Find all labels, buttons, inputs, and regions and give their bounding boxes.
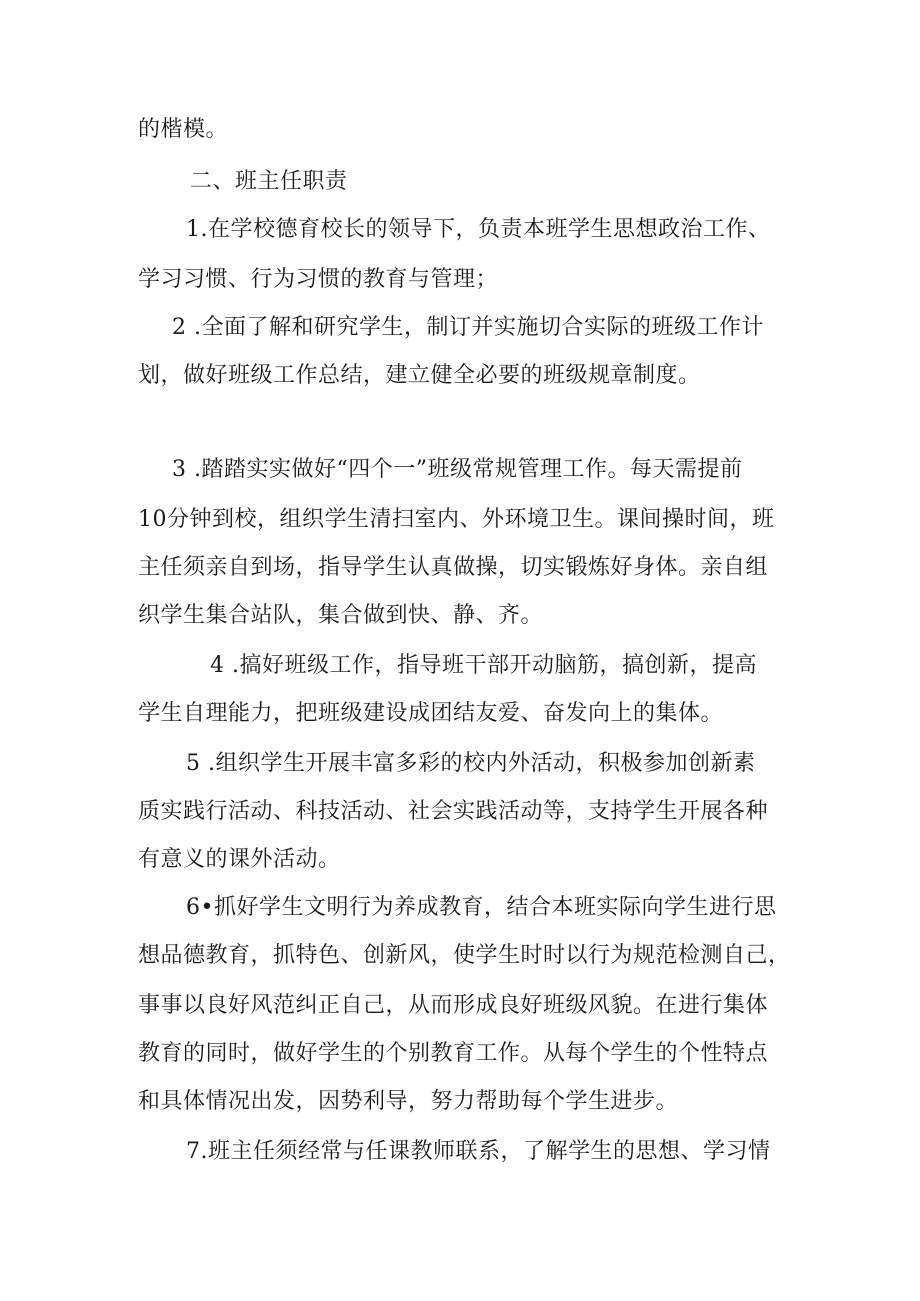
text-line-8: 10分钟到校，组织学生清扫室内、外环境卫生。课间操时间，班 [138,507,775,532]
text-line-7: 3 .踏踏实实做好“四个一”班级常规管理工作。每天需提前 [172,457,743,482]
text-line-11: 4 .搞好班级工作，指导班干部开动脑筋，搞创新，提高 [210,653,757,678]
text-line-12: 学生自理能力，把班级建设成团结友爱、奋发向上的集体。 [138,701,724,726]
text-line-9: 主任须亲自到场，指导学生认真做操，切实锻炼好身体。亲自组 [138,555,769,580]
text-line-18: 事事以良好风范纠正自己，从而形成良好班级风貌。在进行集体 [138,993,769,1018]
text-line-20: 和具体情况出发，因势利导，努力帮助每个学生进步。 [138,1089,679,1114]
text-line-16: 6•抓好学生文明行为养成教育，结合本班实际向学生进行思 [186,895,777,920]
text-line-13: 5 .组织学生开展丰富多彩的校内外活动，积极参加创新素 [186,751,756,776]
section-heading: 二、班主任职责 [190,169,348,194]
text-line-3: 1.在学校德育校长的领导下，负责本班学生思想政治工作、 [186,217,771,242]
text-line-15: 有意义的课外活动。 [138,847,341,872]
text-line-19: 教育的同时，做好学生的个别教育工作。从每个学生的个性特点 [138,1041,769,1066]
text-line-5: 2 .全面了解和研究学生，制订并实施切合实际的班级工作计 [172,315,764,340]
text-line-10: 织学生集合站队，集合做到快、静、齐。 [138,603,544,628]
text-line-17: 想品德教育，抓特色、创新风，使学生时时以行为规范检测自己， [138,943,791,968]
text-line-6: 划，做好班级工作总结，建立健全必要的班级规章制度。 [138,363,701,388]
text-line-4: 学习习惯、行为习惯的教育与管理； [138,267,499,292]
text-line-21: 7.班主任须经常与任课教师联系，了解学生的思想、学习情 [186,1139,771,1164]
text-line-14: 质实践行活动、科技活动、社会实践活动等，支持学生开展各种 [138,799,769,824]
text-line-1: 的楷模。 [138,117,229,142]
